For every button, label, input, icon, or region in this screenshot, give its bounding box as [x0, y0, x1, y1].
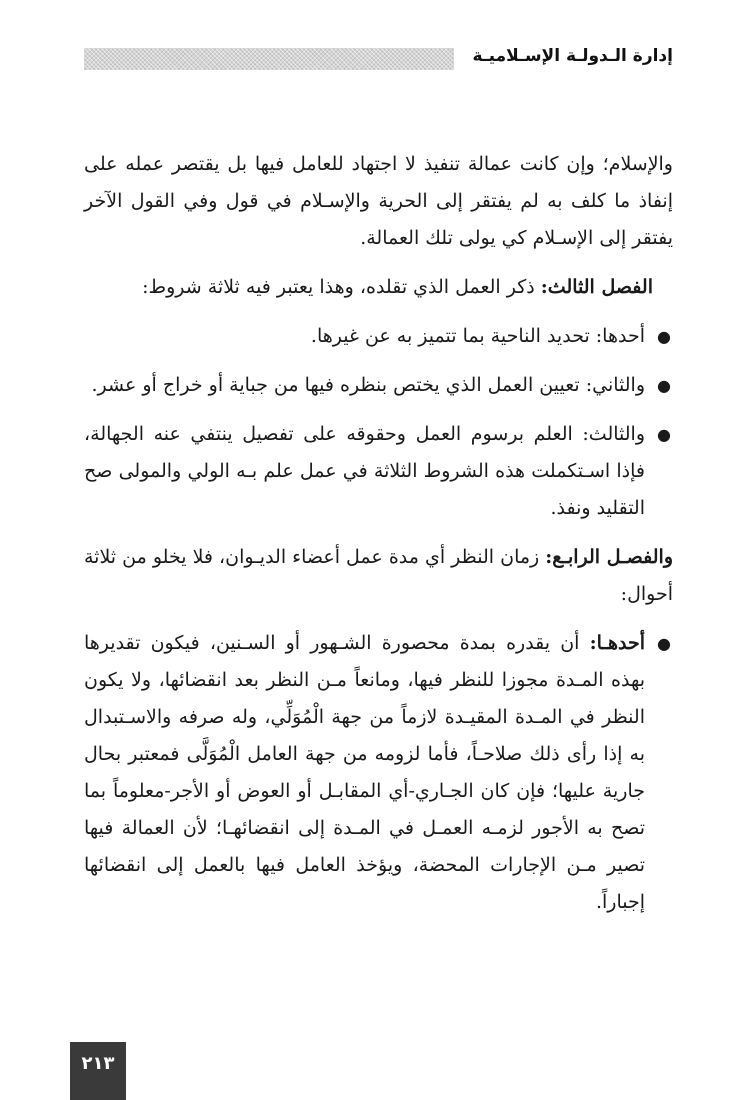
header-decorative-band	[84, 48, 454, 70]
running-header	[84, 44, 673, 74]
list-item-text: أن يقدره بمدة محصورة الشـهور أو السـنين، فيكون تقديرها بهذه المـدة مجوزا للنظر فيها، ومانعاً مـن النظر بعد انقضائها، ولا يكون النظر في المـدة المقيـدة لازماً من جهة الْمُوَلِّي، وله صرفه والاسـتبدال به إذا رأى ذلك صلاحـاً، فأما لزومه من جهة العامل الْمُوَلَّى فمعتبر بحال جارية عليها؛ فإن كان الجـاري-أي المقابـل أو العوض أو الأجر-معلوماً بما تصح به الأجور لزمـه العمـل في المـدة إلى انقضائهـا؛ لأن العمالة فيها تصير مـن الإجارات المحضة، ويؤخذ العامل فيها بالعمل إلى انقضائها إجباراً.	[84, 632, 645, 913]
section-3-text: ذكر العمل الذي تقلده، وهذا يعتبر فيه ثلاثة شروط:	[142, 276, 541, 298]
bullet-icon: ●	[657, 425, 671, 444]
list-item-text: والثاني: تعيين العمل الذي يختص بنظره فيها من جباية أو خراج أو عشر.	[91, 374, 645, 396]
page-number: ٢١٣	[70, 1042, 126, 1100]
bullet-icon: ●	[657, 634, 671, 653]
section-3-paragraph	[84, 269, 673, 306]
book-title: إدارة الـدولـة الإسـلاميـة	[472, 46, 673, 66]
list-item	[84, 367, 673, 404]
conditions-list	[84, 318, 673, 527]
section-4-heading: والفصـل الرابـع:	[545, 546, 673, 568]
section-3-heading: الفصل الثالث:	[540, 276, 653, 298]
list-item-label: أحدهـا:	[589, 632, 645, 654]
list-item-text: أحدها: تحديد الناحية بما تتميز به عن غيرها.	[310, 325, 645, 347]
section-4-text: زمان النظر أي مدة عمل أعضاء الديـوان، فلا يخلو من ثلاثة أحوال:	[84, 546, 673, 605]
bullet-icon: ●	[657, 327, 671, 346]
list-item	[84, 318, 673, 355]
intro-paragraph: والإسلام؛ وإن كانت عمالة تنفيذ لا اجتهاد للعامل فيها بل يقتصر عمله على إنفاذ ما كلف به لم يفتقر إلى الحرية والإسـلام في قول وفي القول الآخر يفتقر إلى الإسـلام كي يولى تلك العمالة.	[84, 153, 673, 249]
states-list	[84, 625, 673, 921]
list-item	[84, 625, 673, 921]
section-4-paragraph	[84, 539, 673, 613]
page-body	[84, 146, 673, 933]
list-item-text: والثالث: العلم برسوم العمل وحقوقه على تفصيل ينتفي عنه الجهالة، فإذا اسـتكملت هذه الشروط الثلاثة في عمل علم بـه الولي والمولى صح التقليد ونفذ.	[84, 423, 645, 519]
bullet-icon: ●	[657, 376, 671, 395]
list-item	[84, 416, 673, 527]
